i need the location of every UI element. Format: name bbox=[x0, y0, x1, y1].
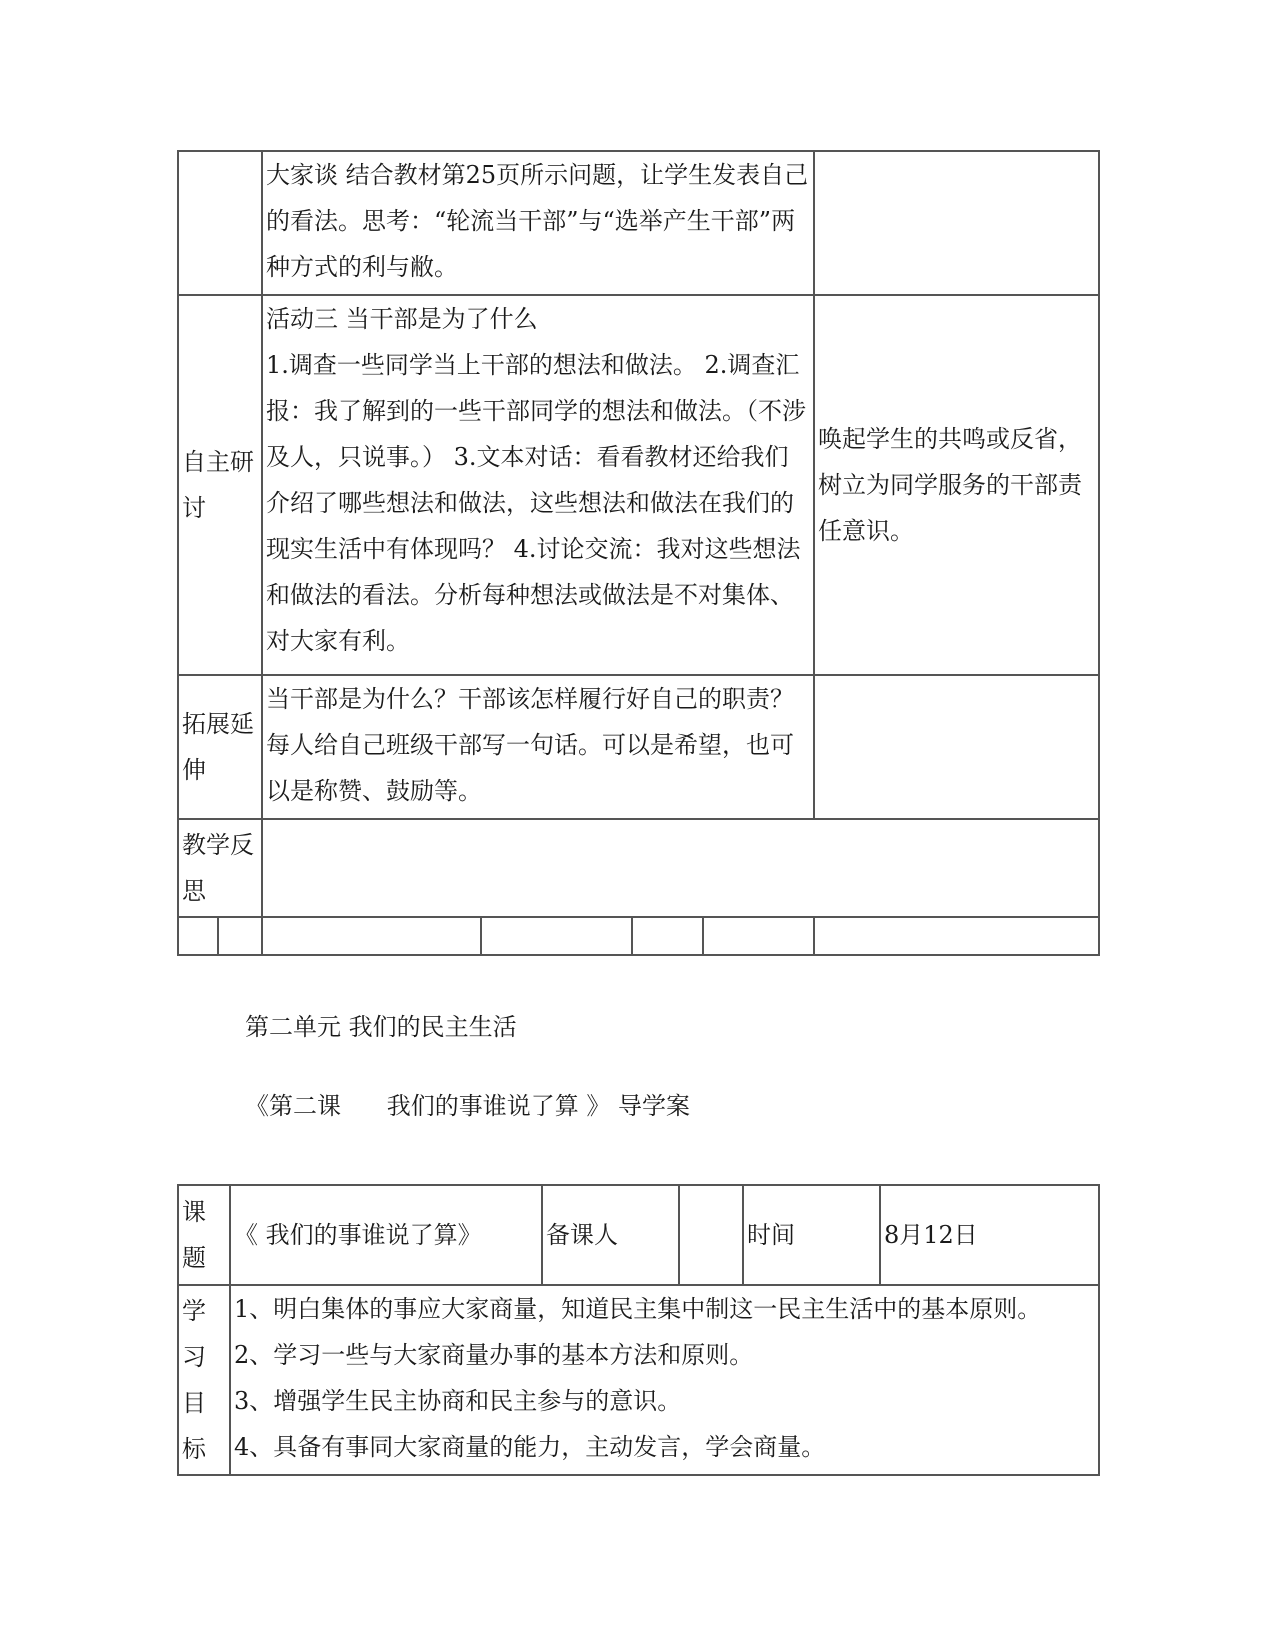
goals-list bbox=[230, 1285, 1099, 1475]
preparer-value bbox=[679, 1185, 743, 1285]
time-label: 时间 bbox=[743, 1185, 880, 1285]
extension-content bbox=[262, 675, 814, 819]
activity-three-content bbox=[262, 295, 814, 675]
goal-item: 3、增强学生民主协商和民主参与的意识。 bbox=[234, 1387, 682, 1415]
row-label-empty bbox=[178, 151, 262, 295]
lesson-plan-table-continued bbox=[177, 150, 1100, 956]
activity-three-steps: 1.调查一些同学当上干部的想法和做法。 2.调查汇报：我了解到的一些干部同学的想法和做法。（不涉及人，只说事。） 3.文本对话：看看教材还给我们介绍了哪些想法和做法，这些想法和做法在我们的现实生活中有体现吗？ 4.讨论交流：我对这些想法和做法的看法。分析每种想法或做法是不对集体、对大家有利。 bbox=[266, 351, 806, 655]
activity-three-note: 唤起学生的共鸣或反省，树立为同学服务的干部责任意识。 bbox=[814, 295, 1099, 675]
unit-title: 第二单元 我们的民主生活 bbox=[245, 1013, 517, 1041]
extension-task: 每人给自己班级干部写一句话。可以是希望，也可以是称赞、鼓励等。 bbox=[266, 731, 794, 805]
blank-cell bbox=[703, 917, 814, 955]
blank-cell bbox=[814, 917, 1099, 955]
blank-cell bbox=[262, 917, 481, 955]
goals-label: 学习目标 bbox=[178, 1285, 230, 1475]
lesson-title: 《第二课 我们的事谁说了算 》 导学案 bbox=[245, 1092, 691, 1120]
row-note-empty bbox=[814, 151, 1099, 295]
time-value: 8月12日 bbox=[880, 1185, 1099, 1285]
blank-cell bbox=[178, 917, 218, 955]
extension-note-empty bbox=[814, 675, 1099, 819]
topic-label: 课题 bbox=[178, 1185, 230, 1285]
goal-item: 4、具备有事同大家商量的能力，主动发言，学会商量。 bbox=[234, 1433, 826, 1461]
extension-question: 当干部是为什么？干部该怎样履行好自己的职责？ bbox=[266, 685, 794, 713]
activity-three-title: 活动三 当干部是为了什么 bbox=[266, 305, 538, 333]
reflection-content bbox=[262, 819, 1099, 917]
preparer-label: 备课人 bbox=[542, 1185, 679, 1285]
row-label-extension: 拓展延伸 bbox=[178, 675, 262, 819]
row-label-self-study: 自主研讨 bbox=[178, 295, 262, 675]
goal-item: 2、学习一些与大家商量办事的基本方法和原则。 bbox=[234, 1341, 754, 1369]
blank-cell bbox=[632, 917, 703, 955]
lesson-guide-table bbox=[177, 1184, 1100, 1476]
goal-item: 1、明白集体的事应大家商量，知道民主集中制这一民主生活中的基本原则。 bbox=[234, 1295, 1042, 1323]
topic-title: 《 我们的事谁说了算》 bbox=[230, 1185, 542, 1285]
row-label-reflection: 教学反思 bbox=[178, 819, 262, 917]
blank-cell bbox=[218, 917, 262, 955]
blank-cell bbox=[481, 917, 632, 955]
discussion-content: 大家谈 结合教材第25页所示问题，让学生发表自己的看法。思考：“轮流当干部”与“选举产生干部”两种方式的利与敝。 bbox=[262, 151, 814, 295]
